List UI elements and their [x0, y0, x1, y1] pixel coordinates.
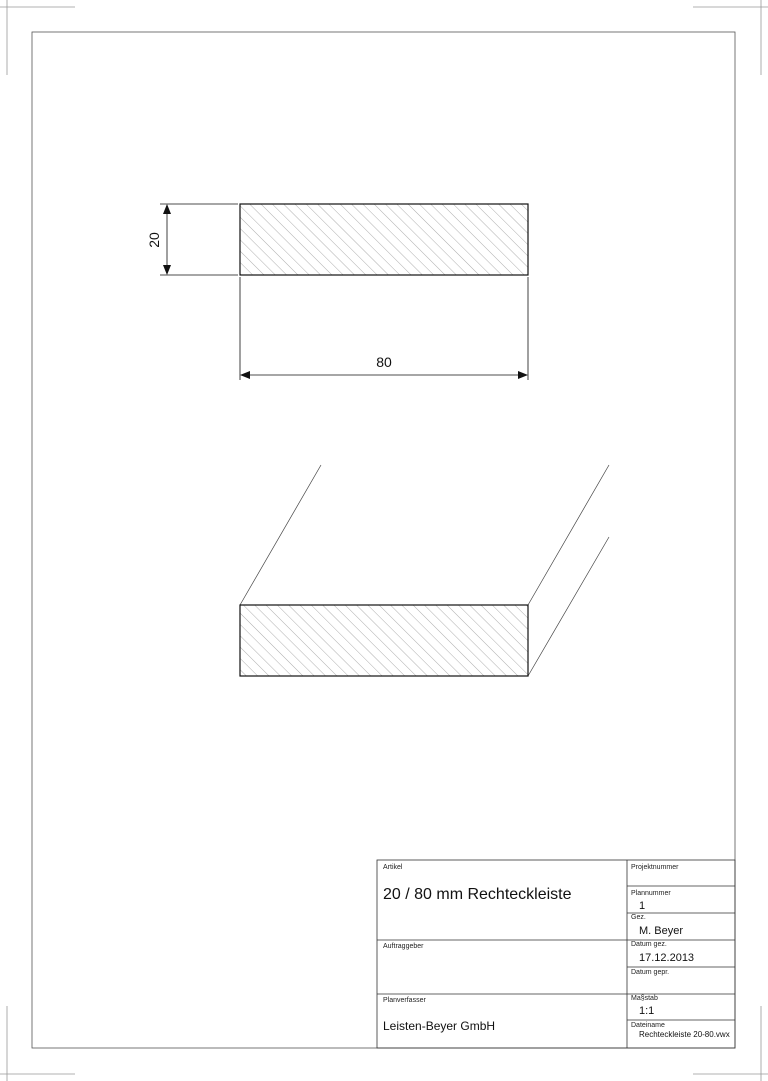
massstab-label: Ma§stab	[631, 995, 658, 1002]
datum-gepr-label: Datum gepr.	[631, 969, 670, 976]
planverfasser-value: Leisten-Beyer GmbH	[383, 1019, 496, 1033]
plannummer-value: 1	[639, 900, 646, 912]
width-dimension-label: 80	[376, 354, 392, 370]
iso-edge-bottom-right	[528, 537, 609, 676]
projektnummer-label: Projektnummer	[631, 864, 679, 871]
artikel-label: Artikel	[383, 864, 403, 871]
isometric-view	[240, 465, 609, 676]
iso-front-face	[240, 605, 528, 676]
iso-edge-top-right	[528, 465, 609, 605]
artikel-value: 20 / 80 mm Rechteckleiste	[383, 886, 572, 903]
iso-edge-left	[240, 465, 321, 605]
gez-label: Gez.	[631, 914, 646, 921]
section-view	[146, 204, 528, 380]
section-rectangle	[240, 204, 528, 275]
plannummer-label: Plannummer	[631, 890, 671, 897]
planverfasser-label: Planverfasser	[383, 997, 426, 1004]
height-dimension	[160, 204, 238, 275]
massstab-value: 1:1	[639, 1005, 655, 1017]
datum-gez-value: 17.12.2013	[639, 952, 695, 964]
gez-value: M. Beyer	[639, 925, 684, 937]
height-dimension-label: 20	[146, 232, 162, 248]
auftraggeber-label: Auftraggeber	[383, 943, 424, 950]
dateiname-value: Rechteckleiste 20-80.vwx	[639, 1030, 730, 1039]
datum-gez-label: Datum gez.	[631, 941, 667, 948]
dateiname-label: Dateiname	[631, 1022, 665, 1029]
